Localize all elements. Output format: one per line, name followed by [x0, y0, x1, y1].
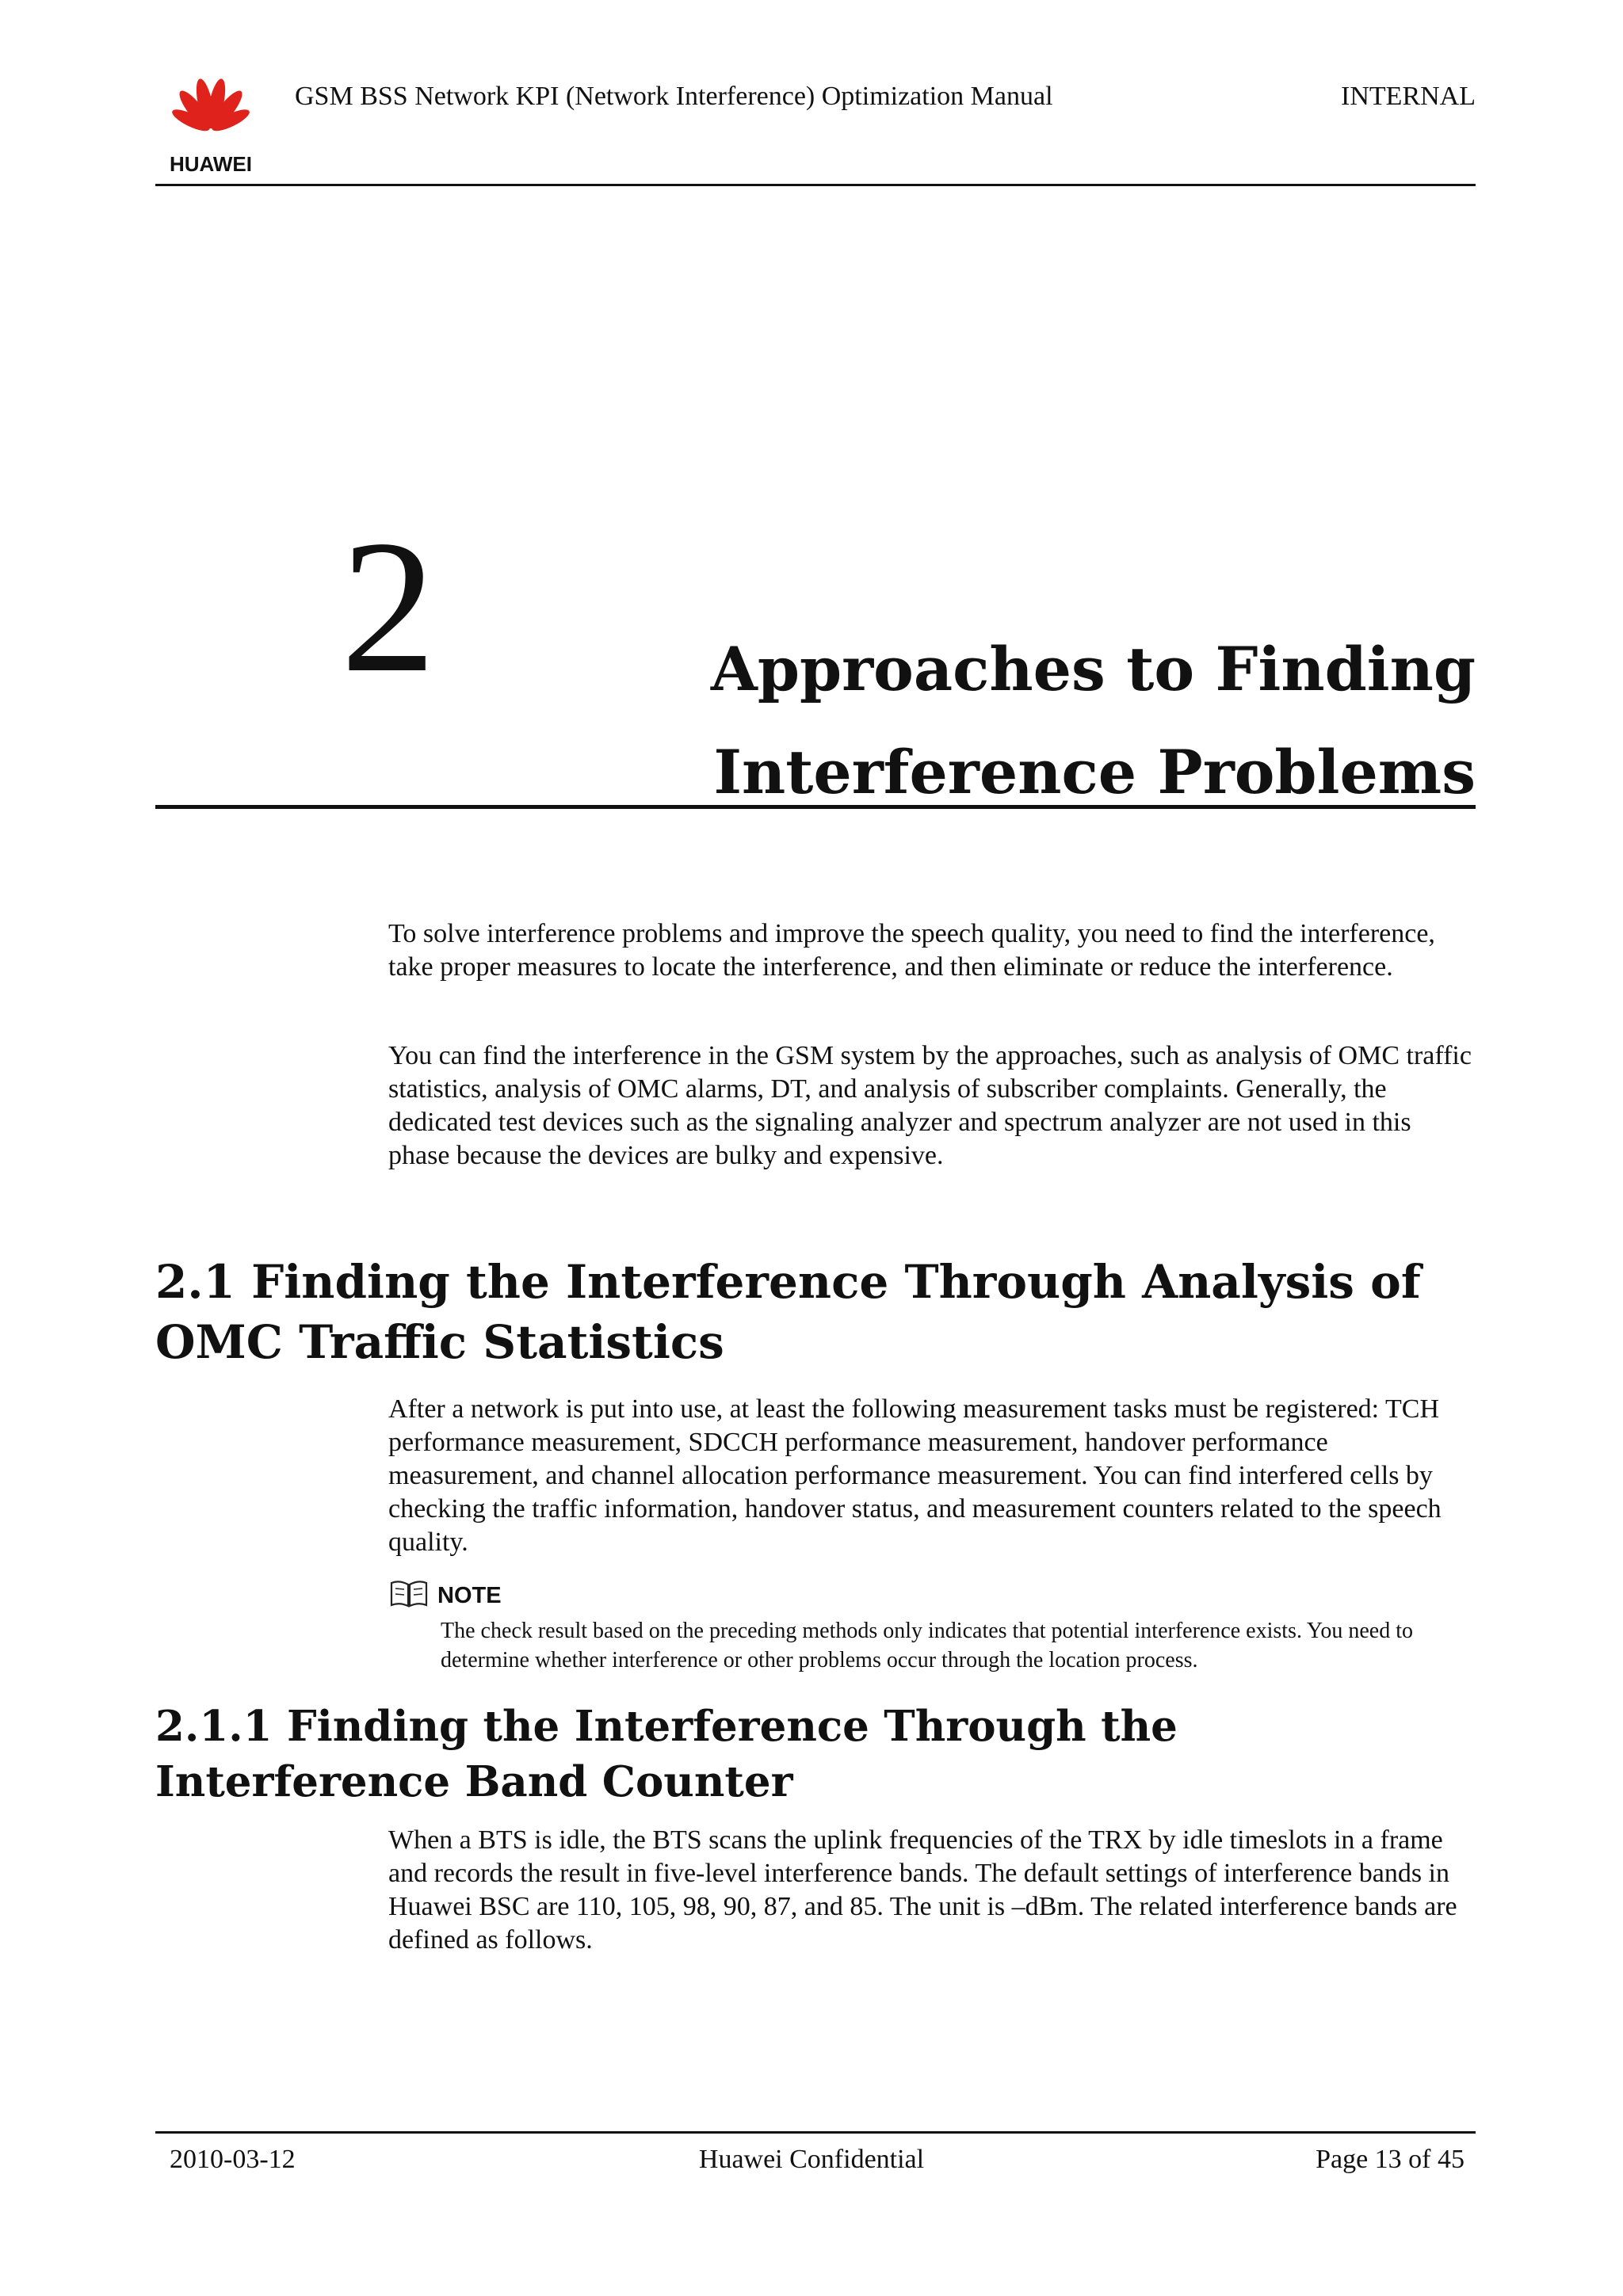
- chapter-divider: [155, 805, 1476, 809]
- section-2-1-paragraph: After a network is put into use, at least the following measurement tasks must be registered: TCH performance measurement, SDCCH performance measurement, handover performance measurement, and channel allocation performance measurement. You can find interfered cells by checking the traffic information, handover status, and measurement counters related to the speech quality.: [388, 1394, 1442, 1557]
- logo-wordmark: HUAWEI: [170, 152, 252, 176]
- section-2-1-heading: 2.1 Finding the Interference Through Analysis of OMC Traffic Statistics: [155, 1255, 1421, 1369]
- footer-page-number: Page 13 of 45: [1316, 2145, 1465, 2174]
- classification-label: INTERNAL: [1341, 82, 1476, 111]
- note-text: The check result based on the preceding methods only indicates that potential interference exists. You need to determine whether interference or other problems occur through the location process.: [441, 1619, 1413, 1672]
- note-label: NOTE: [437, 1583, 502, 1608]
- intro-paragraph-1: To solve interference problems and improve the speech quality, you need to find the interference, take proper measures to locate the interference, and then eliminate or reduce the interference.: [388, 919, 1435, 982]
- section-2-1-1-paragraph: When a BTS is idle, the BTS scans the uplink frequencies of the TRX by idle timeslots in a frame and records the result in five-level interference bands. The default settings of interference bands in Huawei BSC are 110, 105, 98, 90, 87, and 85. The unit is –dBm. The related interference bands are defined as follows.: [388, 1825, 1457, 1955]
- header-divider: [155, 184, 1476, 186]
- logo-petals: [170, 78, 252, 135]
- document-title: GSM BSS Network KPI (Network Interference) Optimization Manual: [295, 82, 1053, 111]
- huawei-logo: [155, 73, 266, 177]
- intro-paragraph-2: You can find the interference in the GSM system by the approaches, such as analysis of OMC traffic statistics, analysis of OMC alarms, DT, and analysis of subscriber complaints. Generally, the dedicated test devices such as the signaling analyzer and spectrum analyzer are not used in this phase because the devices are bulky and expensive.: [388, 1041, 1472, 1170]
- footer-divider: [155, 2131, 1476, 2134]
- open-book-icon: [388, 1578, 430, 1610]
- footer-date: 2010-03-12: [170, 2145, 296, 2174]
- footer-confidential: Huawei Confidential: [698, 2145, 925, 2174]
- chapter-number: 2: [341, 501, 436, 711]
- section-2-1-1-heading: 2.1.1 Finding the Interference Through the Interference Band Counter: [155, 1702, 1178, 1806]
- chapter-title: Approaches to Finding Interference Problems: [710, 634, 1476, 807]
